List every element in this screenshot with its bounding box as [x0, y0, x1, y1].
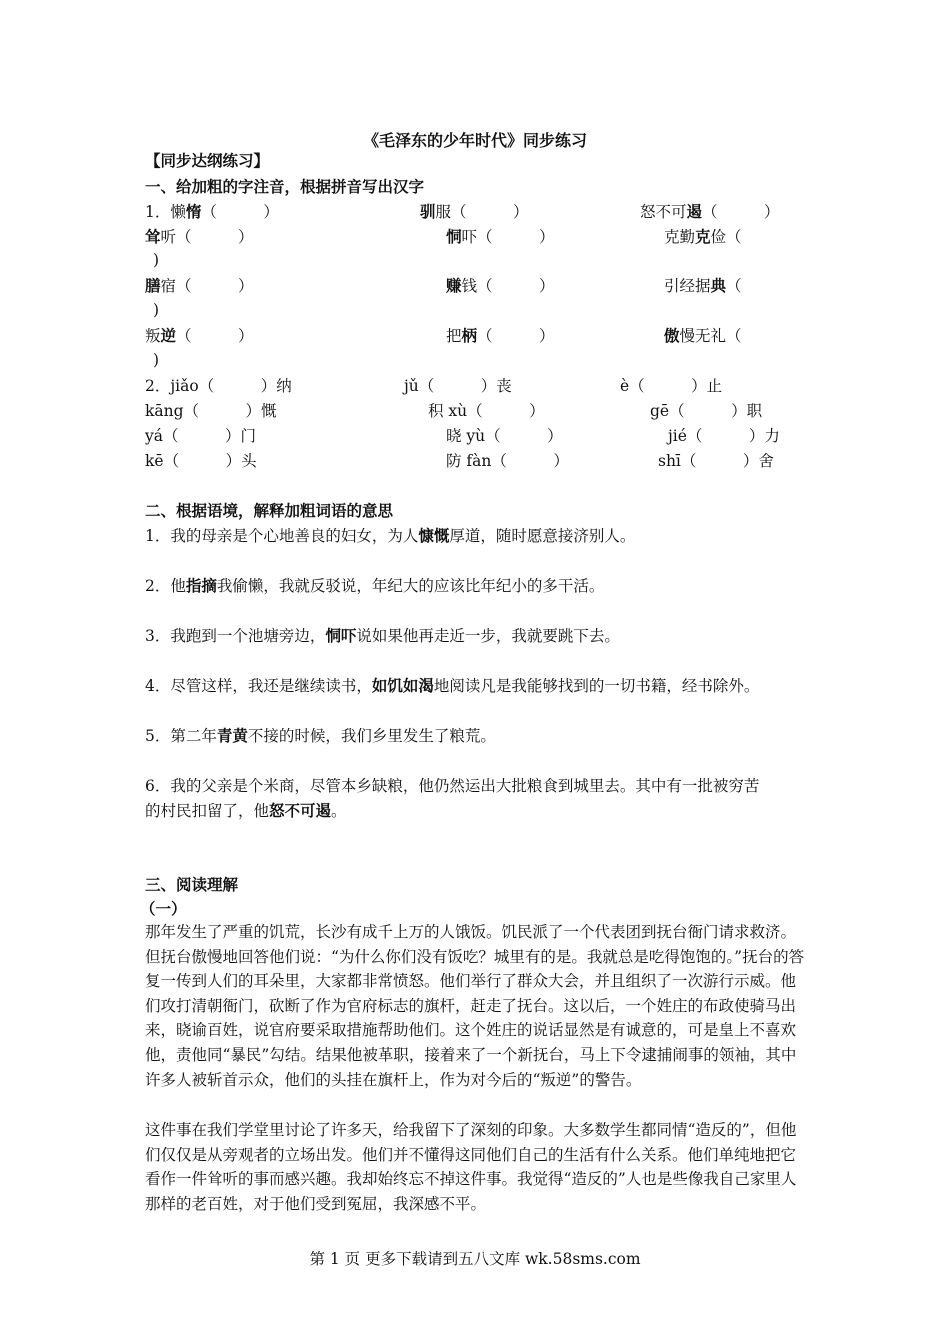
- q1-item: 恫吓（ ）: [446, 227, 555, 246]
- pinyin-item: yá（ ）门: [145, 427, 256, 445]
- page-footer: 第 1 页 更多下载请到五八文库 wk.58sms.com: [309, 1250, 641, 1268]
- pinyin-item: 2．jiǎo（ ）纳: [145, 377, 292, 395]
- pinyin-item: shī（ ）舍: [658, 452, 774, 470]
- q2-item6-line2: 的村民扣留了，他怒不可遏。: [145, 801, 347, 820]
- q2-item6-line1: 6．我的父亲是个米商，尽管本乡缺粮，他仍然运出大批粮食到城里去。其中有一批被穷苦: [145, 777, 760, 795]
- q2-item: 4．尽管这样，我还是继续读书，如饥如渴地阅读凡是我能够找到的一切书籍，经书除外。: [145, 676, 760, 695]
- q1-item: 赚钱（ ）: [446, 276, 555, 295]
- q1-item-tail: ): [153, 301, 160, 319]
- q1-item: 傲慢无礼（: [664, 326, 742, 345]
- q1-item: 耸听（ ）: [145, 227, 254, 246]
- pinyin-item: jǔ（ ）丧: [404, 377, 512, 395]
- document-title: 《毛泽东的少年时代》同步练习: [362, 131, 587, 150]
- q1-item: 1．懒惰（ ）: [145, 202, 279, 221]
- q1-item: 引经据典（: [664, 276, 742, 295]
- q1-item: 膳宿（ ）: [145, 276, 254, 295]
- q2-item: 3．我跑到一个池塘旁边，恫吓说如果他再走近一步，我就要跳下去。: [145, 626, 620, 645]
- q1-item: 叛逆（ ）: [145, 326, 254, 345]
- q1-item: 把柄（ ）: [446, 326, 555, 345]
- section3-heading: 三、阅读理解: [145, 875, 239, 894]
- passage-paragraph: 这件事在我们学堂里讨论了许多天，给我留下了深刻的印象。大多数学生都同情“造反的”，但他们仅仅是从旁观者的立场出发。他们并不懂得这同他们自己的生活有什么关系。他们单纯地把它看作一件耸听的事而感兴趣。我却始终忘不掉这件事。我觉得“造反的”人也是些像我自己家里人那样的老百姓，对于他们受到冤屈，我深感不平。: [145, 1121, 797, 1213]
- pinyin-item: gē（ ）职: [650, 402, 763, 420]
- section2-heading: 二、根据语境，解释加粗词语的意思: [145, 501, 394, 520]
- passage-number: （一）: [140, 899, 187, 918]
- q1-item: 驯服（ ）: [420, 202, 529, 221]
- q2-item: 5．第二年青黄不接的时候，我们乡里发生了粮荒。: [145, 726, 496, 745]
- q2-item: 2．他指摘我偷懒，我就反驳说，年纪大的应该比年纪小的多干活。: [145, 576, 605, 595]
- pinyin-item: kāng（ ）慨: [145, 402, 277, 420]
- q1-item-tail: ): [153, 251, 160, 269]
- pinyin-item: è（ ）止: [620, 377, 723, 395]
- q2-item: 1．我的母亲是个心地善良的妇女，为人慷慨厚道，随时愿意接济别人。: [145, 526, 636, 545]
- pinyin-item: 晓 yù（ ）: [446, 427, 563, 445]
- q1-item-tail: ): [153, 351, 160, 369]
- q1-item: 怒不可遏（ ）: [640, 202, 780, 221]
- pinyin-item: jié（ ）力: [668, 427, 780, 445]
- sync-exercise-label: 【同步达纲练习】: [145, 151, 270, 170]
- passage-paragraph: 那年发生了严重的饥荒，长沙有成千上万的人饿饭。饥民派了一个代表团到抚台衙门请求救济。但抚台傲慢地回答他们说：“为什么你们没有饭吃？城里有的是。我就总是吃得饱饱的。”抚台的答复一传到人们的耳朵里，大家都非常愤怒。他们举行了群众大会，并且组织了一次游行示威。他们攻打清朝衙门，砍断了作为官府标志的旗杆，赶走了抚台。这以后，一个姓庄的布政使骑马出来，晓谕百姓，说官府要采取措施帮助他们。这个姓庄的说话显然是有诚意的，可是皇上不喜欢他，责他同“暴民”勾结。结果他被革职，接着来了一个新抚台，马上下令逮捕闹事的领袖，其中许多人被斩首示众，他们的头挂在旗杆上，作为对今后的“叛逆”的警告。: [145, 923, 805, 1089]
- q1-item: 克勤克俭（: [664, 227, 742, 246]
- section1-heading: 一、给加粗的字注音，根据拼音写出汉字: [145, 177, 425, 196]
- pinyin-item: kē（ ）头: [145, 452, 257, 470]
- pinyin-item: 防 fàn（ ）: [446, 452, 569, 470]
- pinyin-item: 积 xù（ ）: [428, 402, 545, 420]
